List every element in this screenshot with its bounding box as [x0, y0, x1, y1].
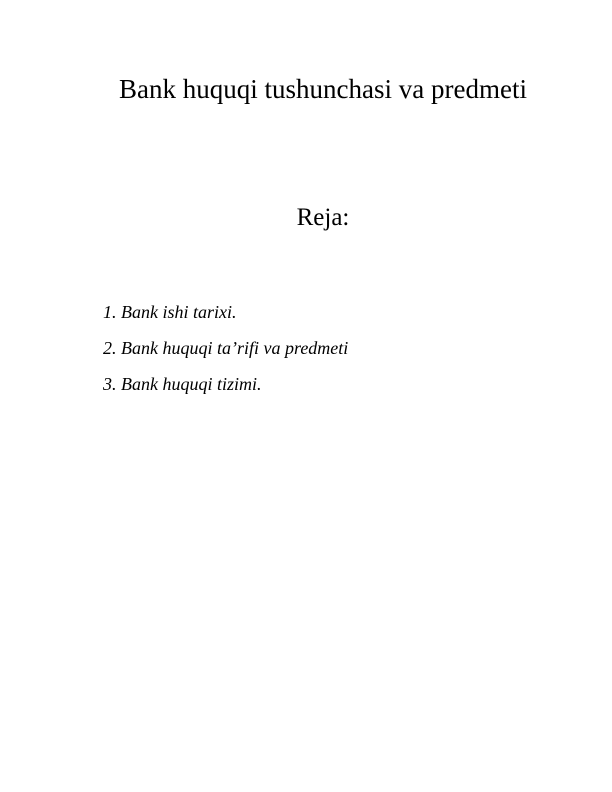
plan-list — [103, 294, 348, 402]
plan-item-2: 2. Bank huquqi ta’rifi va predmeti — [103, 338, 349, 358]
plan-item-3: 3. Bank huquqi tizimi. — [103, 374, 262, 394]
document-title: Bank huquqi tushunchasi va predmeti — [119, 74, 527, 104]
plan-heading: Reja: — [296, 204, 350, 231]
plan-item-1: 1. Bank ishi tarixi. — [103, 302, 237, 322]
